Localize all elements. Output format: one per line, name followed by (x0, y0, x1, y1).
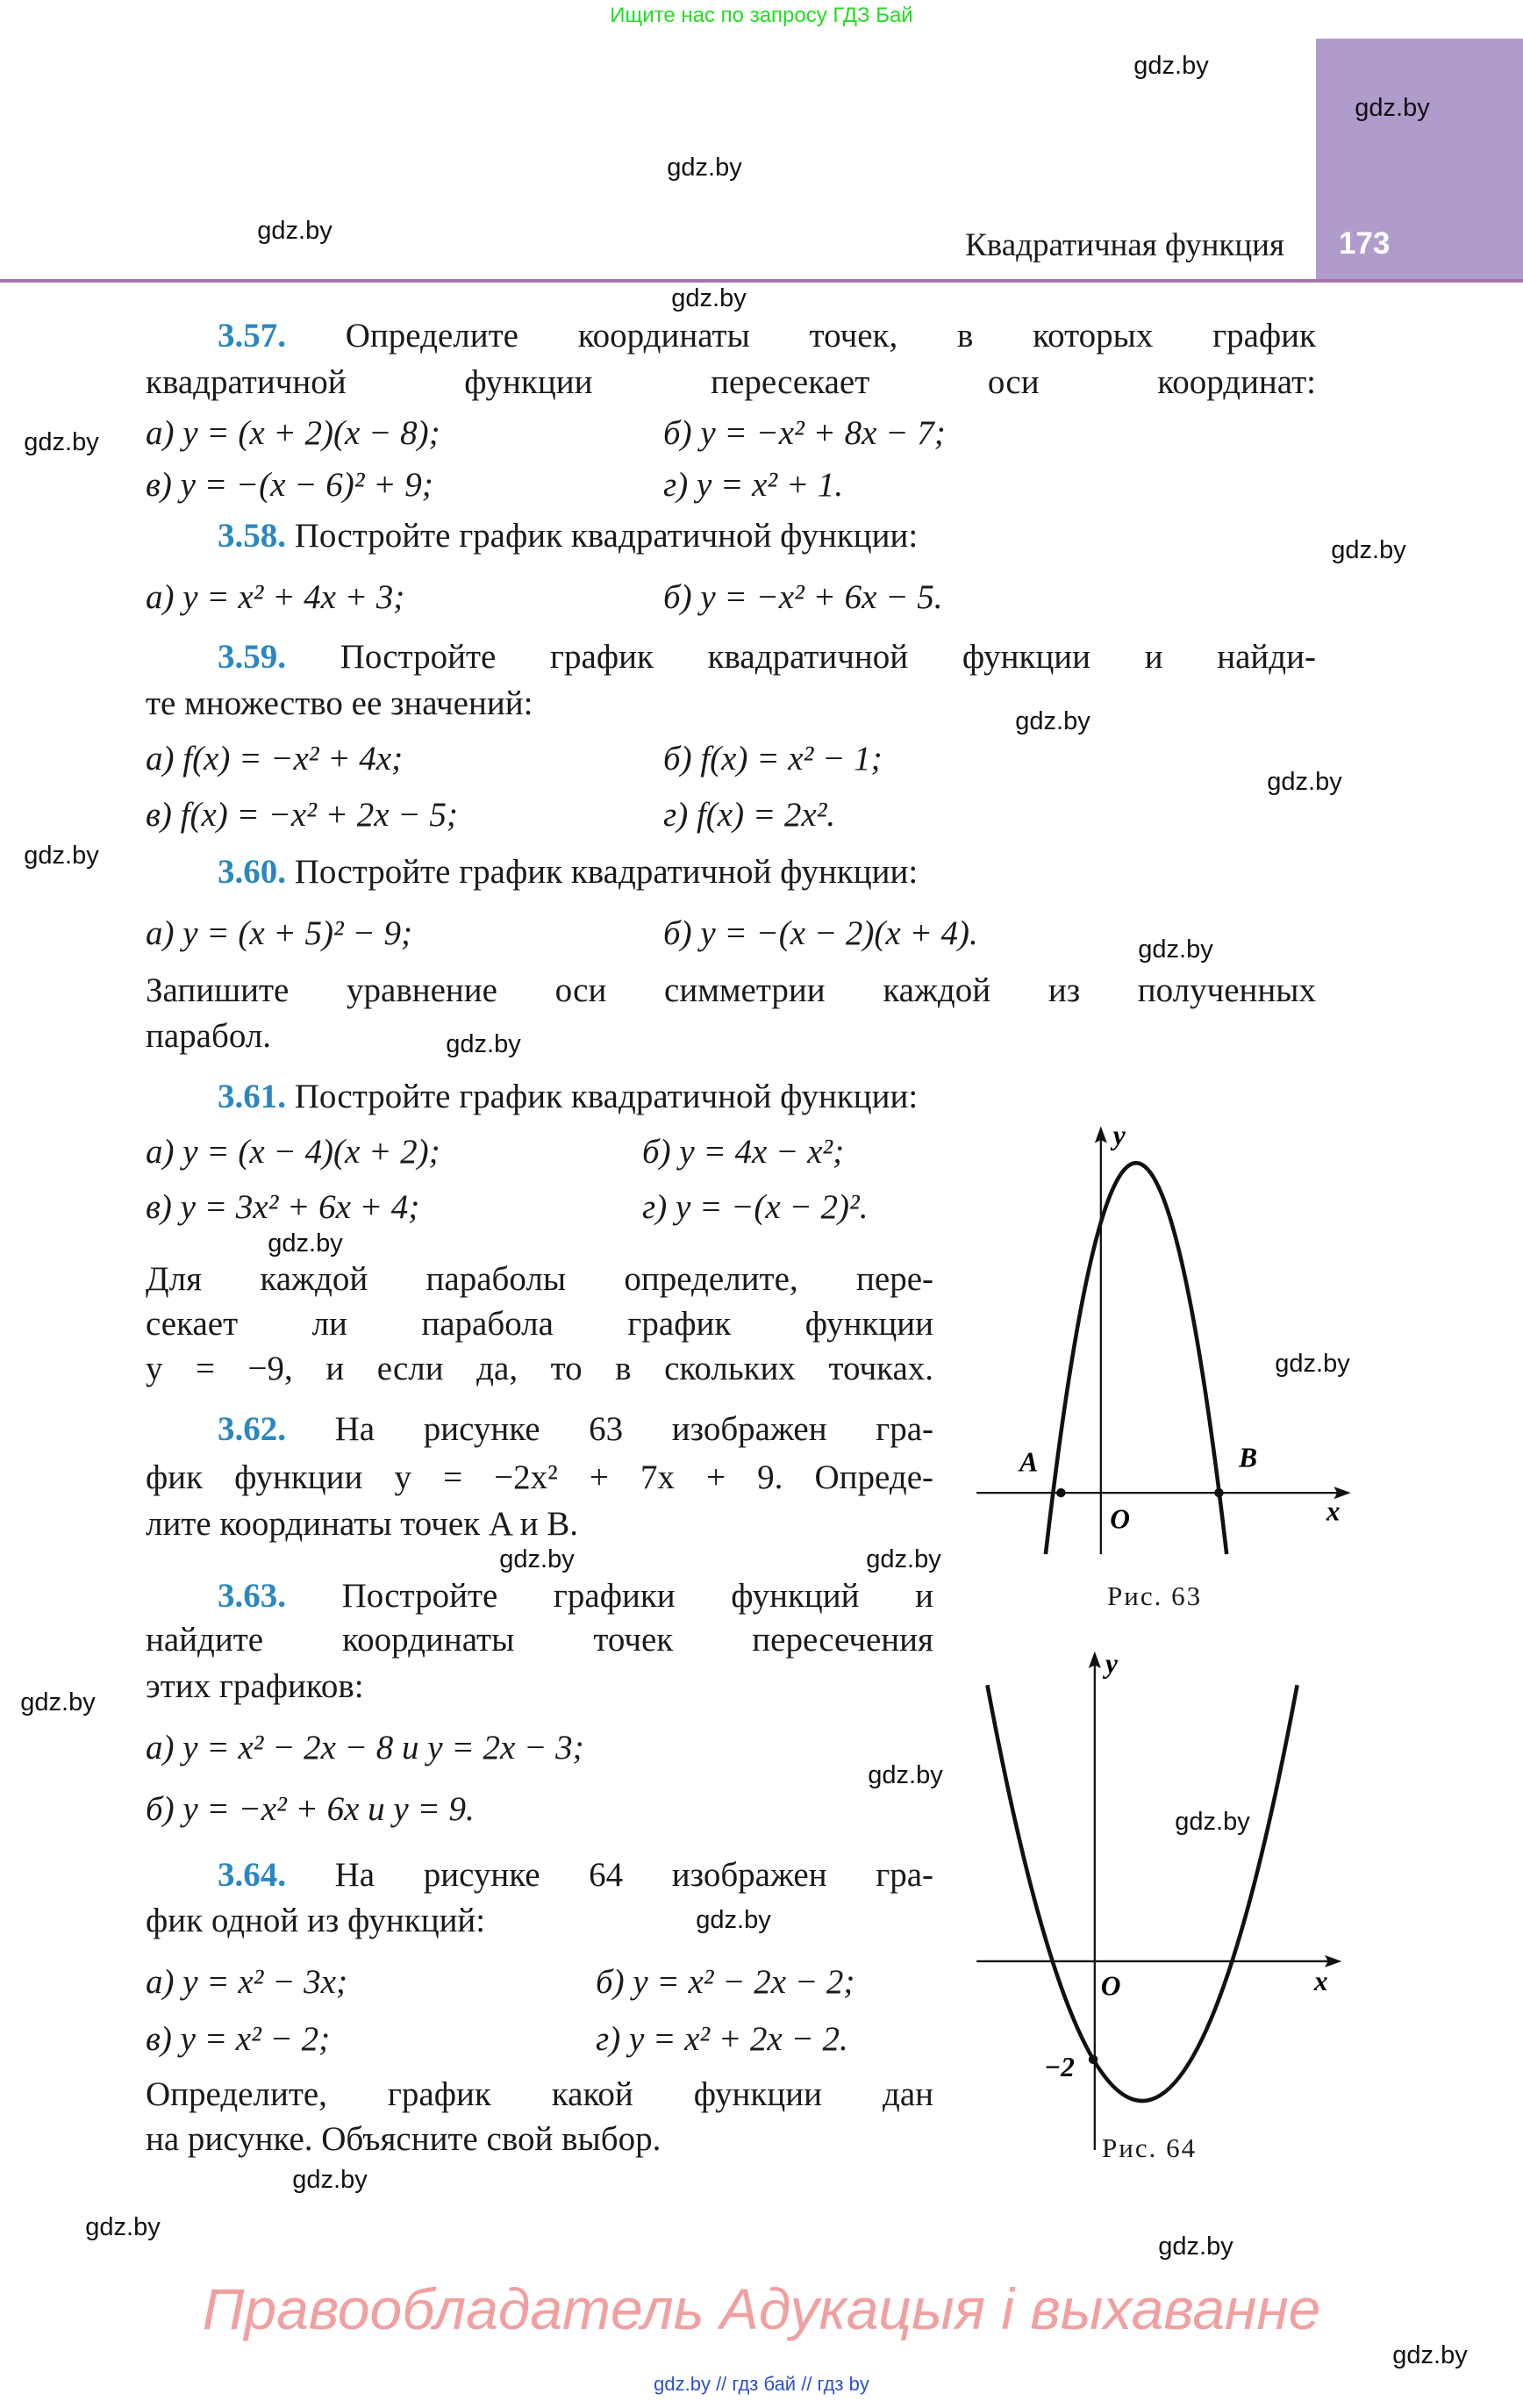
watermark: gdz.by (1392, 2341, 1468, 2369)
option-a: а) f(x) = −x² + 4x; (146, 740, 404, 778)
problem-3-61-line (218, 1076, 918, 1118)
origin-label: O (1100, 1970, 1121, 2002)
header-rule (0, 279, 1523, 283)
parabola (1046, 1163, 1226, 1554)
text: Определите координаты точек, в которых график (345, 317, 1316, 355)
option-a: а) y = x² − 3x; (146, 1963, 347, 2001)
point-b (1214, 1488, 1223, 1497)
watermark: gdz.by (866, 1545, 941, 1573)
y-label: y (1112, 1122, 1126, 1151)
watermark: gdz.by (1275, 1350, 1350, 1378)
option-b: б) y = −x² + 8x − 7; (663, 414, 946, 452)
text: Постройте график квадратичной функции и найди- (340, 638, 1317, 676)
search-hint: Ищите нас по запросу ГДЗ Бай (610, 4, 913, 27)
b-label: B (1239, 1442, 1258, 1473)
figure-64-caption: Рис. 64 (1102, 2132, 1198, 2163)
figure-63-caption: Рис. 63 (1107, 1580, 1203, 1611)
option-b: б) y = −x² + 6x − 5. (663, 578, 943, 616)
figure-64 (976, 1650, 1351, 2156)
watermark: gdz.by (292, 2166, 368, 2194)
footer-links[interactable]: gdz.by // гдз бай // гдз by (654, 2373, 869, 2395)
text-line: на рисунке. Объясните свой выбор. (146, 2120, 661, 2158)
text: Постройте график квадратичной функции: (294, 853, 919, 891)
point-a (1056, 1488, 1065, 1497)
option-d: г) y = x² + 2x − 2. (596, 2020, 848, 2058)
watermark: gdz.by (1015, 707, 1090, 735)
option-b: б) y = −x² + 6x и y = 9. (146, 1790, 475, 1828)
problem-3-62-line (218, 1408, 933, 1451)
y-intercept-point (1089, 2055, 1098, 2064)
problem-number: 3.61. (218, 1078, 286, 1115)
text: На рисунке 63 изображен гра- (334, 1410, 933, 1448)
text-line: парабол. (146, 1017, 272, 1055)
rights-holder-notice: Правообладатель Адукацыя і выхаванне (202, 2276, 1321, 2341)
parabola (987, 1685, 1297, 2101)
watermark: gdz.by (667, 154, 742, 182)
watermark: gdz.by (20, 1688, 96, 1716)
y-label: y (1105, 1650, 1119, 1680)
watermark: gdz.by (696, 1906, 771, 1934)
option-b: б) y = −(x − 2)(x + 4). (663, 914, 978, 952)
option-c: в) y = x² − 2; (146, 2020, 331, 2058)
text: Постройте график квадратичной функции: (294, 517, 919, 555)
text-line: квадратичной функции пересекает оси координат: (146, 363, 1316, 401)
watermark: gdz.by (446, 1030, 521, 1058)
option-c: в) f(x) = −x² + 2x − 5; (146, 796, 458, 834)
watermark: gdz.by (24, 428, 99, 456)
watermark: gdz.by (257, 217, 332, 245)
watermark: gdz.by (671, 284, 747, 312)
text-line: те множество ее значений: (146, 684, 533, 722)
option-d: г) y = x² + 1. (663, 466, 844, 504)
watermark: gdz.by (85, 2213, 161, 2241)
text: Постройте график квадратичной функции: (294, 1078, 919, 1115)
problem-number: 3.60. (218, 853, 286, 891)
x-label: x (1313, 1966, 1328, 1997)
x-label: x (1326, 1495, 1341, 1527)
origin-label: O (1110, 1503, 1131, 1535)
option-d: г) y = −(x − 2)². (642, 1188, 869, 1226)
text-line: Запишите уравнение оси симметрии каждой из полученных (146, 971, 1316, 1009)
option-a: а) y = (x + 5)² − 9; (146, 914, 412, 952)
watermark: gdz.by (1355, 94, 1430, 122)
text-line: найдите координаты точек пересечения (146, 1621, 933, 1659)
watermark: gdz.by (868, 1761, 943, 1789)
problem-3-59-line (218, 636, 1316, 678)
text-line: лите координаты точек A и B. (146, 1505, 579, 1543)
problem-3-64-line (218, 1854, 933, 1896)
watermark: gdz.by (1138, 935, 1213, 964)
problem-number: 3.64. (218, 1856, 286, 1894)
option-c: в) y = 3x² + 6x + 4; (146, 1188, 420, 1226)
text-line: секает ли парабола график функции (146, 1305, 933, 1343)
watermark: gdz.by (1133, 52, 1209, 80)
text-line: Для каждой параболы определите, пере- (146, 1260, 933, 1298)
text: На рисунке 64 изображен гра- (334, 1856, 933, 1894)
text-line: Определите, график какой функции дан (146, 2075, 933, 2113)
problem-number: 3.62. (218, 1410, 286, 1448)
text-line: фик функции y = −2x² + 7x + 9. Опреде- (146, 1458, 933, 1496)
minus-two-label: −2 (1044, 2052, 1075, 2083)
option-a: а) y = (x + 2)(x − 8); (146, 414, 440, 452)
problem-3-57-line (218, 315, 1316, 357)
option-b: б) y = 4x − x²; (642, 1133, 845, 1171)
problem-number: 3.63. (218, 1577, 286, 1615)
text: Постройте графики функций и (341, 1577, 933, 1615)
option-a: а) y = x² − 2x − 8 и y = 2x − 3; (146, 1729, 584, 1767)
watermark: gdz.by (499, 1545, 575, 1573)
text-line: y = −9, и если да, то в скольких точках. (146, 1350, 933, 1387)
option-b: б) f(x) = x² − 1; (663, 740, 883, 778)
text-line: фик одной из функций: (146, 1902, 486, 1939)
page-number: 173 (1339, 226, 1391, 261)
watermark: gdz.by (1267, 768, 1342, 796)
option-b: б) y = x² − 2x − 2; (596, 1963, 855, 2001)
watermark: gdz.by (24, 842, 99, 870)
problem-3-63-line (218, 1575, 933, 1617)
problem-3-58-line (218, 515, 918, 557)
text-line: этих графиков: (146, 1667, 364, 1705)
problem-number: 3.58. (218, 517, 286, 555)
problem-number: 3.57. (218, 317, 286, 355)
option-d: г) f(x) = 2x². (663, 796, 836, 834)
option-c: в) y = −(x − 6)² + 9; (146, 466, 433, 504)
a-label: A (1019, 1446, 1039, 1478)
watermark: gdz.by (1158, 2232, 1233, 2261)
watermark: gdz.by (1175, 1808, 1250, 1836)
figure-63 (976, 1122, 1351, 1566)
watermark: gdz.by (1331, 536, 1406, 564)
running-title: Квадратичная функция (965, 227, 1284, 263)
option-a: а) y = x² + 4x + 3; (146, 578, 405, 616)
option-a: а) y = (x − 4)(x + 2); (146, 1133, 440, 1171)
problem-3-60-line (218, 851, 918, 893)
watermark: gdz.by (268, 1229, 343, 1258)
problem-number: 3.59. (218, 638, 286, 676)
